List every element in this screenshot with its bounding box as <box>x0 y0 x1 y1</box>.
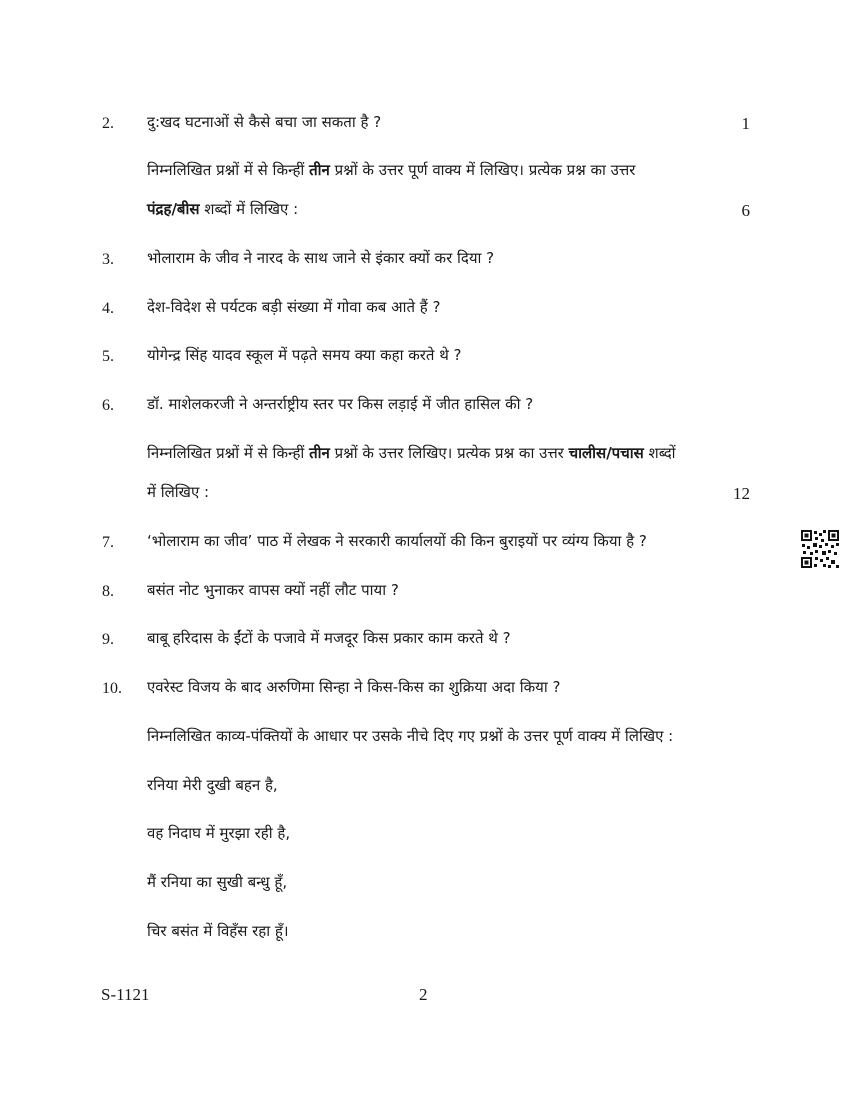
instruction-1 <box>147 160 751 180</box>
question-text: बसंत नोट भुनाकर वापस क्यों नहीं लौट पाया ? <box>147 581 399 599</box>
question-text: दु:खद घटनाओं से कैसे बचा जा सकता है ? <box>147 113 382 131</box>
instruction-1-marks: 6 <box>741 201 750 220</box>
question-text: ‘भोलाराम का जीव’ पाठ में लेखक ने सरकारी कार्यालयों की किन बुराइयों पर व्यंग्य किया है ? <box>147 532 647 550</box>
poem-line: चिर बसंत में विहँस रहा हूँ। <box>147 922 289 940</box>
poem-line: मैं रनिया का सुखी बन्धु हूँ, <box>147 873 288 891</box>
question-number: 5. <box>102 348 114 365</box>
instruction-1-part1: निम्नलिखित प्रश्नों में से किन्हीं <box>147 161 310 179</box>
instruction-2-bold1: तीन <box>309 444 330 462</box>
qr-code-icon <box>800 529 840 569</box>
poem-line: रनिया मेरी दुखी बहन है, <box>147 776 278 794</box>
instruction-1-line2 <box>147 199 298 219</box>
footer-code: S-1121 <box>101 985 150 1004</box>
question-text: योगेन्द्र सिंह यादव स्कूल में पढ़ते समय क्या कहा करते थे ? <box>147 346 462 364</box>
question-number: 3. <box>102 251 114 268</box>
question-text: भोलाराम के जीव ने नारद के साथ जाने से इंकार क्यों कर दिया ? <box>147 249 495 267</box>
question-text: देश-विदेश से पर्यटक बड़ी संख्या में गोवा कब आते हैं ? <box>147 298 441 316</box>
instruction-2-part2: प्रश्नों के उत्तर लिखिए। प्रत्येक प्रश्न का उत्तर <box>329 444 569 462</box>
question-number: 10. <box>102 680 122 697</box>
instruction-1-part3: शब्दों में लिखिए : <box>199 200 299 218</box>
instruction-1-bold1: तीन <box>309 161 330 179</box>
question-text: एवरेस्ट विजय के बाद अरुणिमा सिन्हा ने किस-किस का शुक्रिया अदा किया ? <box>147 678 561 696</box>
instruction-2-part3: शब्दों <box>643 444 676 462</box>
instruction-2-part1: निम्नलिखित प्रश्नों में से किन्हीं <box>147 444 310 462</box>
page-number: 2 <box>419 985 428 1004</box>
question-number: 6. <box>102 397 114 414</box>
question-number: 9. <box>102 631 114 648</box>
question-number: 8. <box>102 583 114 600</box>
instruction-2-line2: में लिखिए : <box>147 483 210 501</box>
instruction-2 <box>147 443 751 463</box>
question-text: डॉ. माशेलकरजी ने अन्तर्राष्ट्रीय स्तर पर किस लड़ाई में जीत हासिल की ? <box>147 395 534 413</box>
instruction-1-part2: प्रश्नों के उत्तर पूर्ण वाक्य में लिखिए। प्रत्येक प्रश्न का उत्तर <box>329 161 636 179</box>
instruction-2-bold2: चालीस/पचास <box>568 444 644 462</box>
question-number: 4. <box>102 300 114 317</box>
poem-line: वह निदाघ में मुरझा रही है, <box>147 824 291 842</box>
question-marks: 1 <box>741 114 750 133</box>
question-number: 2. <box>102 115 114 132</box>
question-text: बाबू हरिदास के ईंटों के पजावे में मजदूर किस प्रकार काम करते थे ? <box>147 629 511 647</box>
instruction-1-bold2: पंद्रह/बीस <box>147 200 200 218</box>
instruction-2-marks: 12 <box>733 484 750 503</box>
question-number: 7. <box>102 534 114 551</box>
instruction-3: निम्नलिखित काव्य-पंक्तियों के आधार पर उसके नीचे दिए गए प्रश्नों के उत्तर पूर्ण वाक्य में लिखिए : <box>147 727 674 745</box>
